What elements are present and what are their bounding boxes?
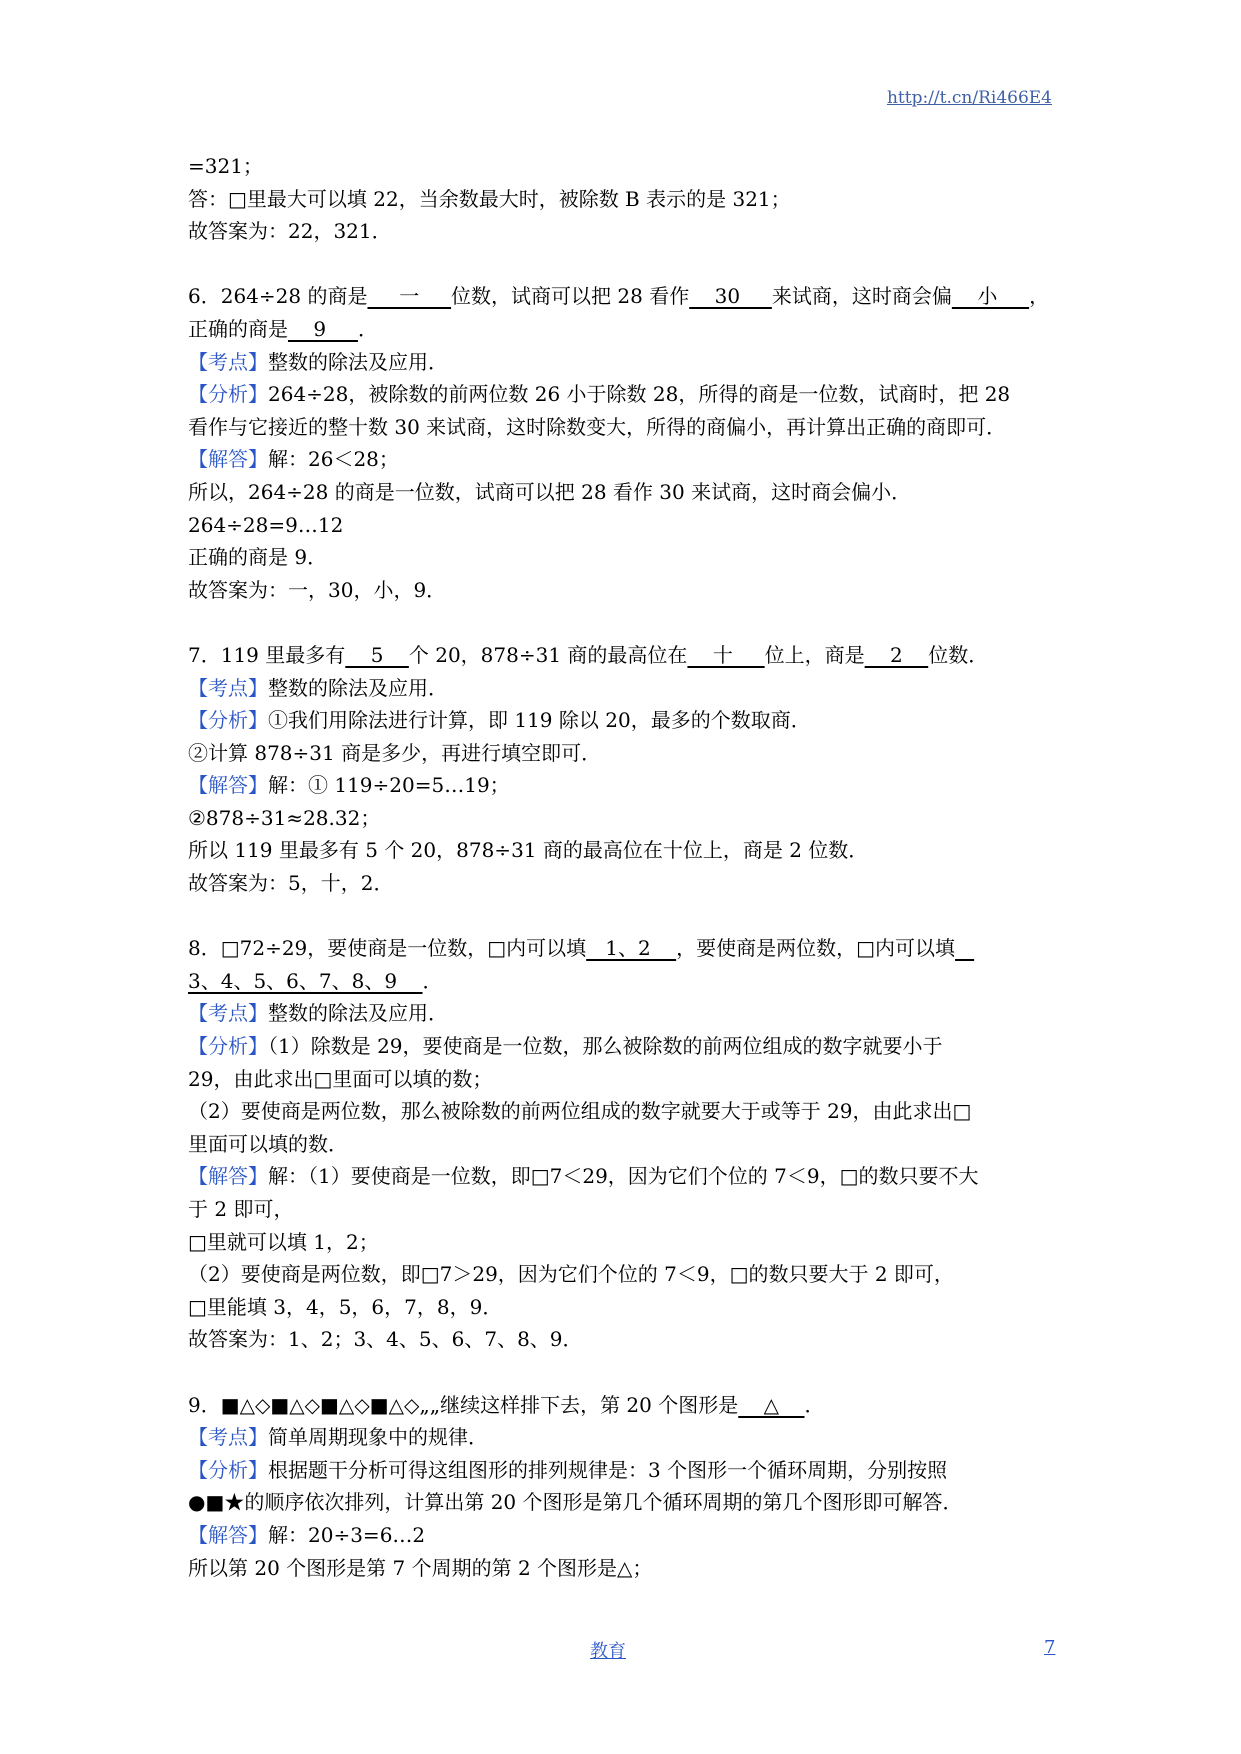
jieda-line: 【解答】解：① 119÷20=5…19； — [188, 773, 510, 798]
text-line: 于 2 即可， — [188, 1197, 294, 1221]
answer-blank: △ — [738, 1392, 805, 1417]
fenxi-tag: 【分析】 — [188, 708, 268, 733]
text-line: （2）要使商是两位数，那么被除数的前两位组成的数字就要大于或等于 29，由此求出□ — [188, 1099, 972, 1124]
answer-blank: 30 — [689, 284, 772, 309]
text-line: ②878÷31≈28.32； — [188, 805, 381, 830]
kaodian-tag: 【考点】 — [188, 1001, 268, 1026]
fenxi-line: 【分析】根据题干分析可得这组图形的排列规律是：3 个图形一个循环周期，分别按照 — [188, 1457, 948, 1482]
text-line: 所以，264÷28 的商是一位数，试商可以把 28 看作 30 来试商，这时商会偏小． — [188, 479, 912, 504]
question-8: 8．□72÷29，要使商是一位数，□内可以填 1、2 ，要使商是两位数，□内可以填 — [188, 932, 1068, 965]
answer-blank: 十 — [687, 642, 765, 667]
question-9: 9．■△◇■△◇■△◇■△◇„„继续这样排下去，第 20 个图形是 △ ． — [188, 1392, 825, 1417]
answer-blank: 一 — [367, 284, 452, 309]
answer-blank: 1、2 — [586, 936, 677, 961]
answer-blank: 小 — [951, 284, 1030, 309]
fenxi-line: 【分析】264÷28，被除数的前两位数 26 小于除数 28，所得的商是一位数，试商时，把 28 — [188, 382, 1011, 407]
fenxi-tag: 【分析】 — [188, 382, 268, 407]
text-line: ②计算 878÷31 商是多少，再进行填空即可． — [188, 740, 602, 765]
kaodian-tag: 【考点】 — [188, 349, 268, 374]
kaodian-line: 【考点】整数的除法及应用． — [188, 675, 448, 700]
footer-link[interactable]: 教育 — [590, 1641, 626, 1662]
text-line: 答：□里最大可以填 22，当余数最大时，被除数 B 表示的是 321； — [188, 186, 791, 211]
kaodian-line: 【考点】整数的除法及应用． — [188, 349, 448, 374]
page-number[interactable]: 7 — [1044, 1637, 1056, 1658]
kaodian-line: 【考点】整数的除法及应用． — [188, 1001, 448, 1026]
jieda-line: 【解答】解：26＜28； — [188, 447, 399, 472]
answer-blank — [955, 936, 974, 960]
jieda-tag: 【解答】 — [188, 1164, 268, 1189]
fenxi-line: 【分析】（1）除数是 29，要使商是一位数，那么被除数的前两位组成的数字就要小于 — [188, 1034, 943, 1059]
text-line: 故答案为：一，30，小，9． — [188, 577, 447, 602]
text-line: □里能填 3，4，5，6，7，8，9． — [188, 1294, 503, 1319]
text-line: ●■★的顺序依次排列，计算出第 20 个图形是第几个循环周期的第几个图形即可解答． — [188, 1490, 963, 1515]
text-line: 264÷28=9…12 — [188, 512, 344, 537]
header-link[interactable]: http://t.cn/Ri466E4 — [886, 88, 1052, 108]
text-line: 所以 119 里最多有 5 个 20，878÷31 商的最高位在十位上，商是 2 位数． — [188, 838, 869, 863]
answer-blank: 3、4、5、6、7、8、9 — [188, 968, 423, 993]
text-line: 故答案为：1、2；3、4、5、6、7、8、9． — [188, 1327, 583, 1352]
kaodian-line: 【考点】简单周期现象中的规律． — [188, 1425, 488, 1450]
document-body — [188, 150, 1068, 1584]
fenxi-tag: 【分析】 — [188, 1034, 268, 1059]
jieda-line: 【解答】解：20÷3=6…2 — [188, 1522, 426, 1547]
jieda-tag: 【解答】 — [188, 773, 268, 798]
text-line: （2）要使商是两位数，即□7＞29，因为它们个位的 7＜9，□的数只要大于 2 即可， — [188, 1262, 954, 1287]
answer-blank: 2 — [864, 642, 929, 667]
text-line: 29，由此求出□里面可以填的数； — [188, 1066, 493, 1091]
fenxi-tag: 【分析】 — [188, 1457, 268, 1482]
text-line: 所以第 20 个图形是第 7 个周期的第 2 个图形是△； — [188, 1555, 653, 1580]
text-line: =321； — [188, 154, 263, 178]
jieda-tag: 【解答】 — [188, 447, 268, 472]
question-8-cont: 3、4、5、6、7、8、9 ． — [188, 968, 443, 993]
text-line: 故答案为：22，321． — [188, 219, 392, 244]
jieda-line: 【解答】解：（1）要使商是一位数，即□7＜29，因为它们个位的 7＜9，□的数只要不大 — [188, 1164, 979, 1189]
question-7: 7．119 里最多有 5 个 20，878÷31 商的最高位在 十 位上，商是 2 位数． — [188, 642, 989, 667]
question-6: 6．264÷28 的商是 一 位数，试商可以把 28 看作 30 来试商，这时商会偏 小 ， — [188, 284, 1050, 309]
answer-blank: 5 — [345, 642, 409, 667]
text-line: 里面可以填的数． — [188, 1131, 348, 1156]
text-line: 故答案为：5，十，2． — [188, 871, 394, 896]
text-line: □里就可以填 1，2； — [188, 1229, 379, 1254]
kaodian-tag: 【考点】 — [188, 1425, 268, 1450]
jieda-tag: 【解答】 — [188, 1522, 268, 1547]
question-6-cont: 正确的商是 9 ． — [188, 316, 378, 341]
fenxi-line: 【分析】①我们用除法进行计算，即 119 除以 20，最多的个数取商． — [188, 708, 811, 733]
text-line: 正确的商是 9． — [188, 545, 328, 570]
answer-blank: 9 — [288, 316, 358, 341]
text-line: 看作与它接近的整十数 30 来试商，这时除数变大，所得的商偏小，再计算出正确的商即可． — [188, 414, 1007, 439]
kaodian-tag: 【考点】 — [188, 675, 268, 700]
